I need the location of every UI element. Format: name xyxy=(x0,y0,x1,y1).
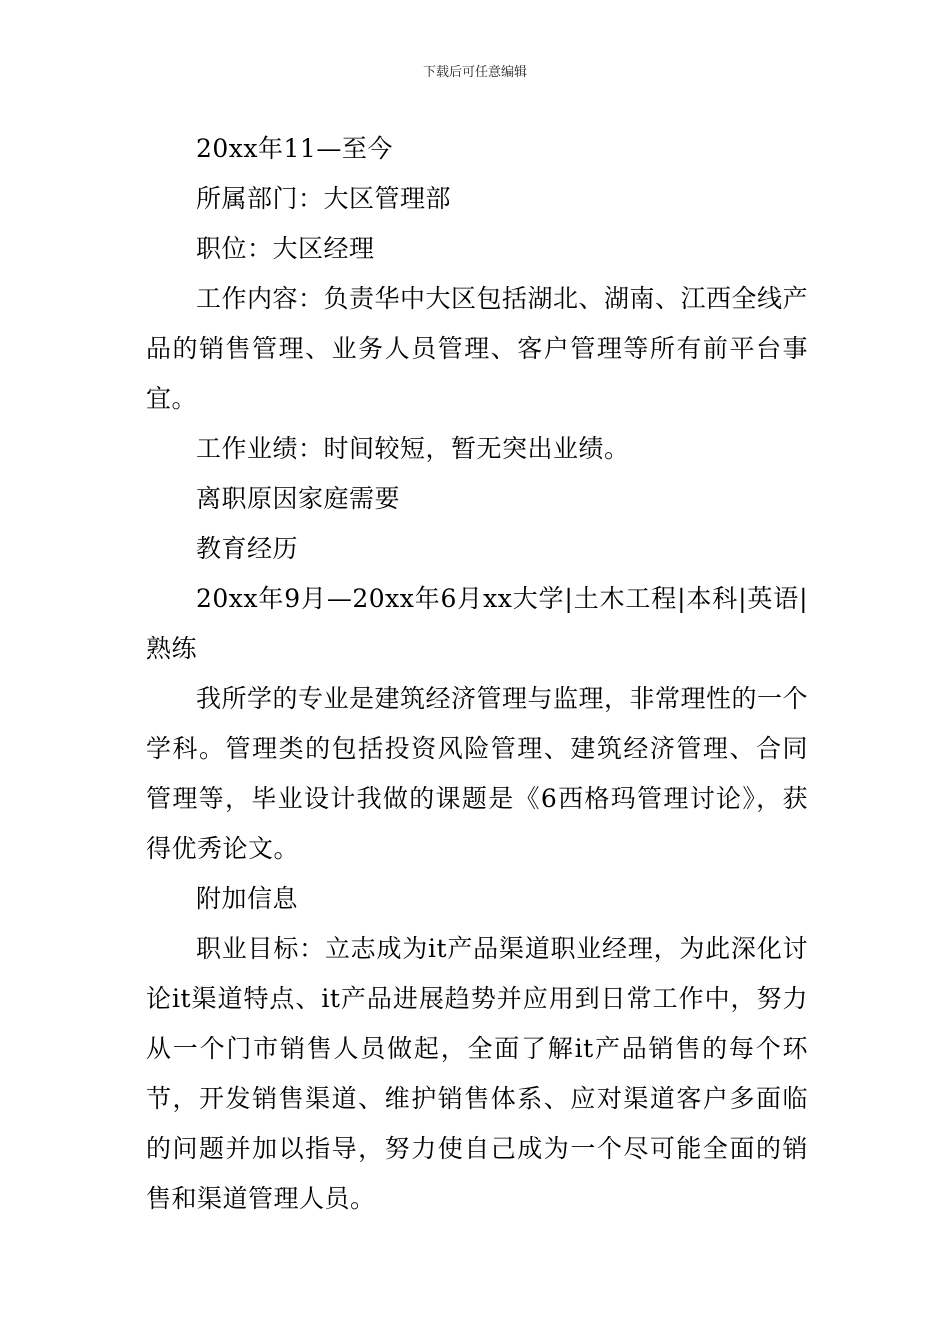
employment-period: 20xx年11—至今 xyxy=(196,134,393,163)
additional-info-heading: 附加信息 xyxy=(196,884,299,913)
job-achievements: 工作业绩：时间较短，暂无突出业绩。 xyxy=(196,434,630,463)
position-line: 职位：大区经理 xyxy=(196,234,375,263)
document-body xyxy=(146,124,808,1224)
department-line: 所属部门：大区管理部 xyxy=(196,184,452,213)
education-entry: 20xx年9月—20xx年6月xx大学|土木工程|本科|英语|熟练 xyxy=(146,584,808,663)
education-heading: 教育经历 xyxy=(196,534,299,563)
page-header-note: 下载后可任意编辑 xyxy=(422,65,527,80)
career-goal: 职业目标：立志成为it产品渠道职业经理，为此深化讨论it渠道特点、it产品进展趋势并应用到日常工作中，努力从一个门市销售人员做起，全面了解it产品销售的每个环节，开发销售渠道、维护销售体系、应对渠道客户多面临的问题并加以指导，努力使自己成为一个尽可能全面的销售和渠道管理人员。 xyxy=(146,934,808,1213)
reason-for-leaving: 离职原因家庭需要 xyxy=(196,484,401,513)
job-description: 工作内容：负责华中大区包括湖北、湖南、江西全线产品的销售管理、业务人员管理、客户管理等所有前平台事宜。 xyxy=(146,284,809,413)
education-description: 我所学的专业是建筑经济管理与监理，非常理性的一个学科。管理类的包括投资风险管理、建筑经济管理、合同管理等，毕业设计我做的课题是《6西格玛管理讨论》，获得优秀论文。 xyxy=(146,684,809,863)
